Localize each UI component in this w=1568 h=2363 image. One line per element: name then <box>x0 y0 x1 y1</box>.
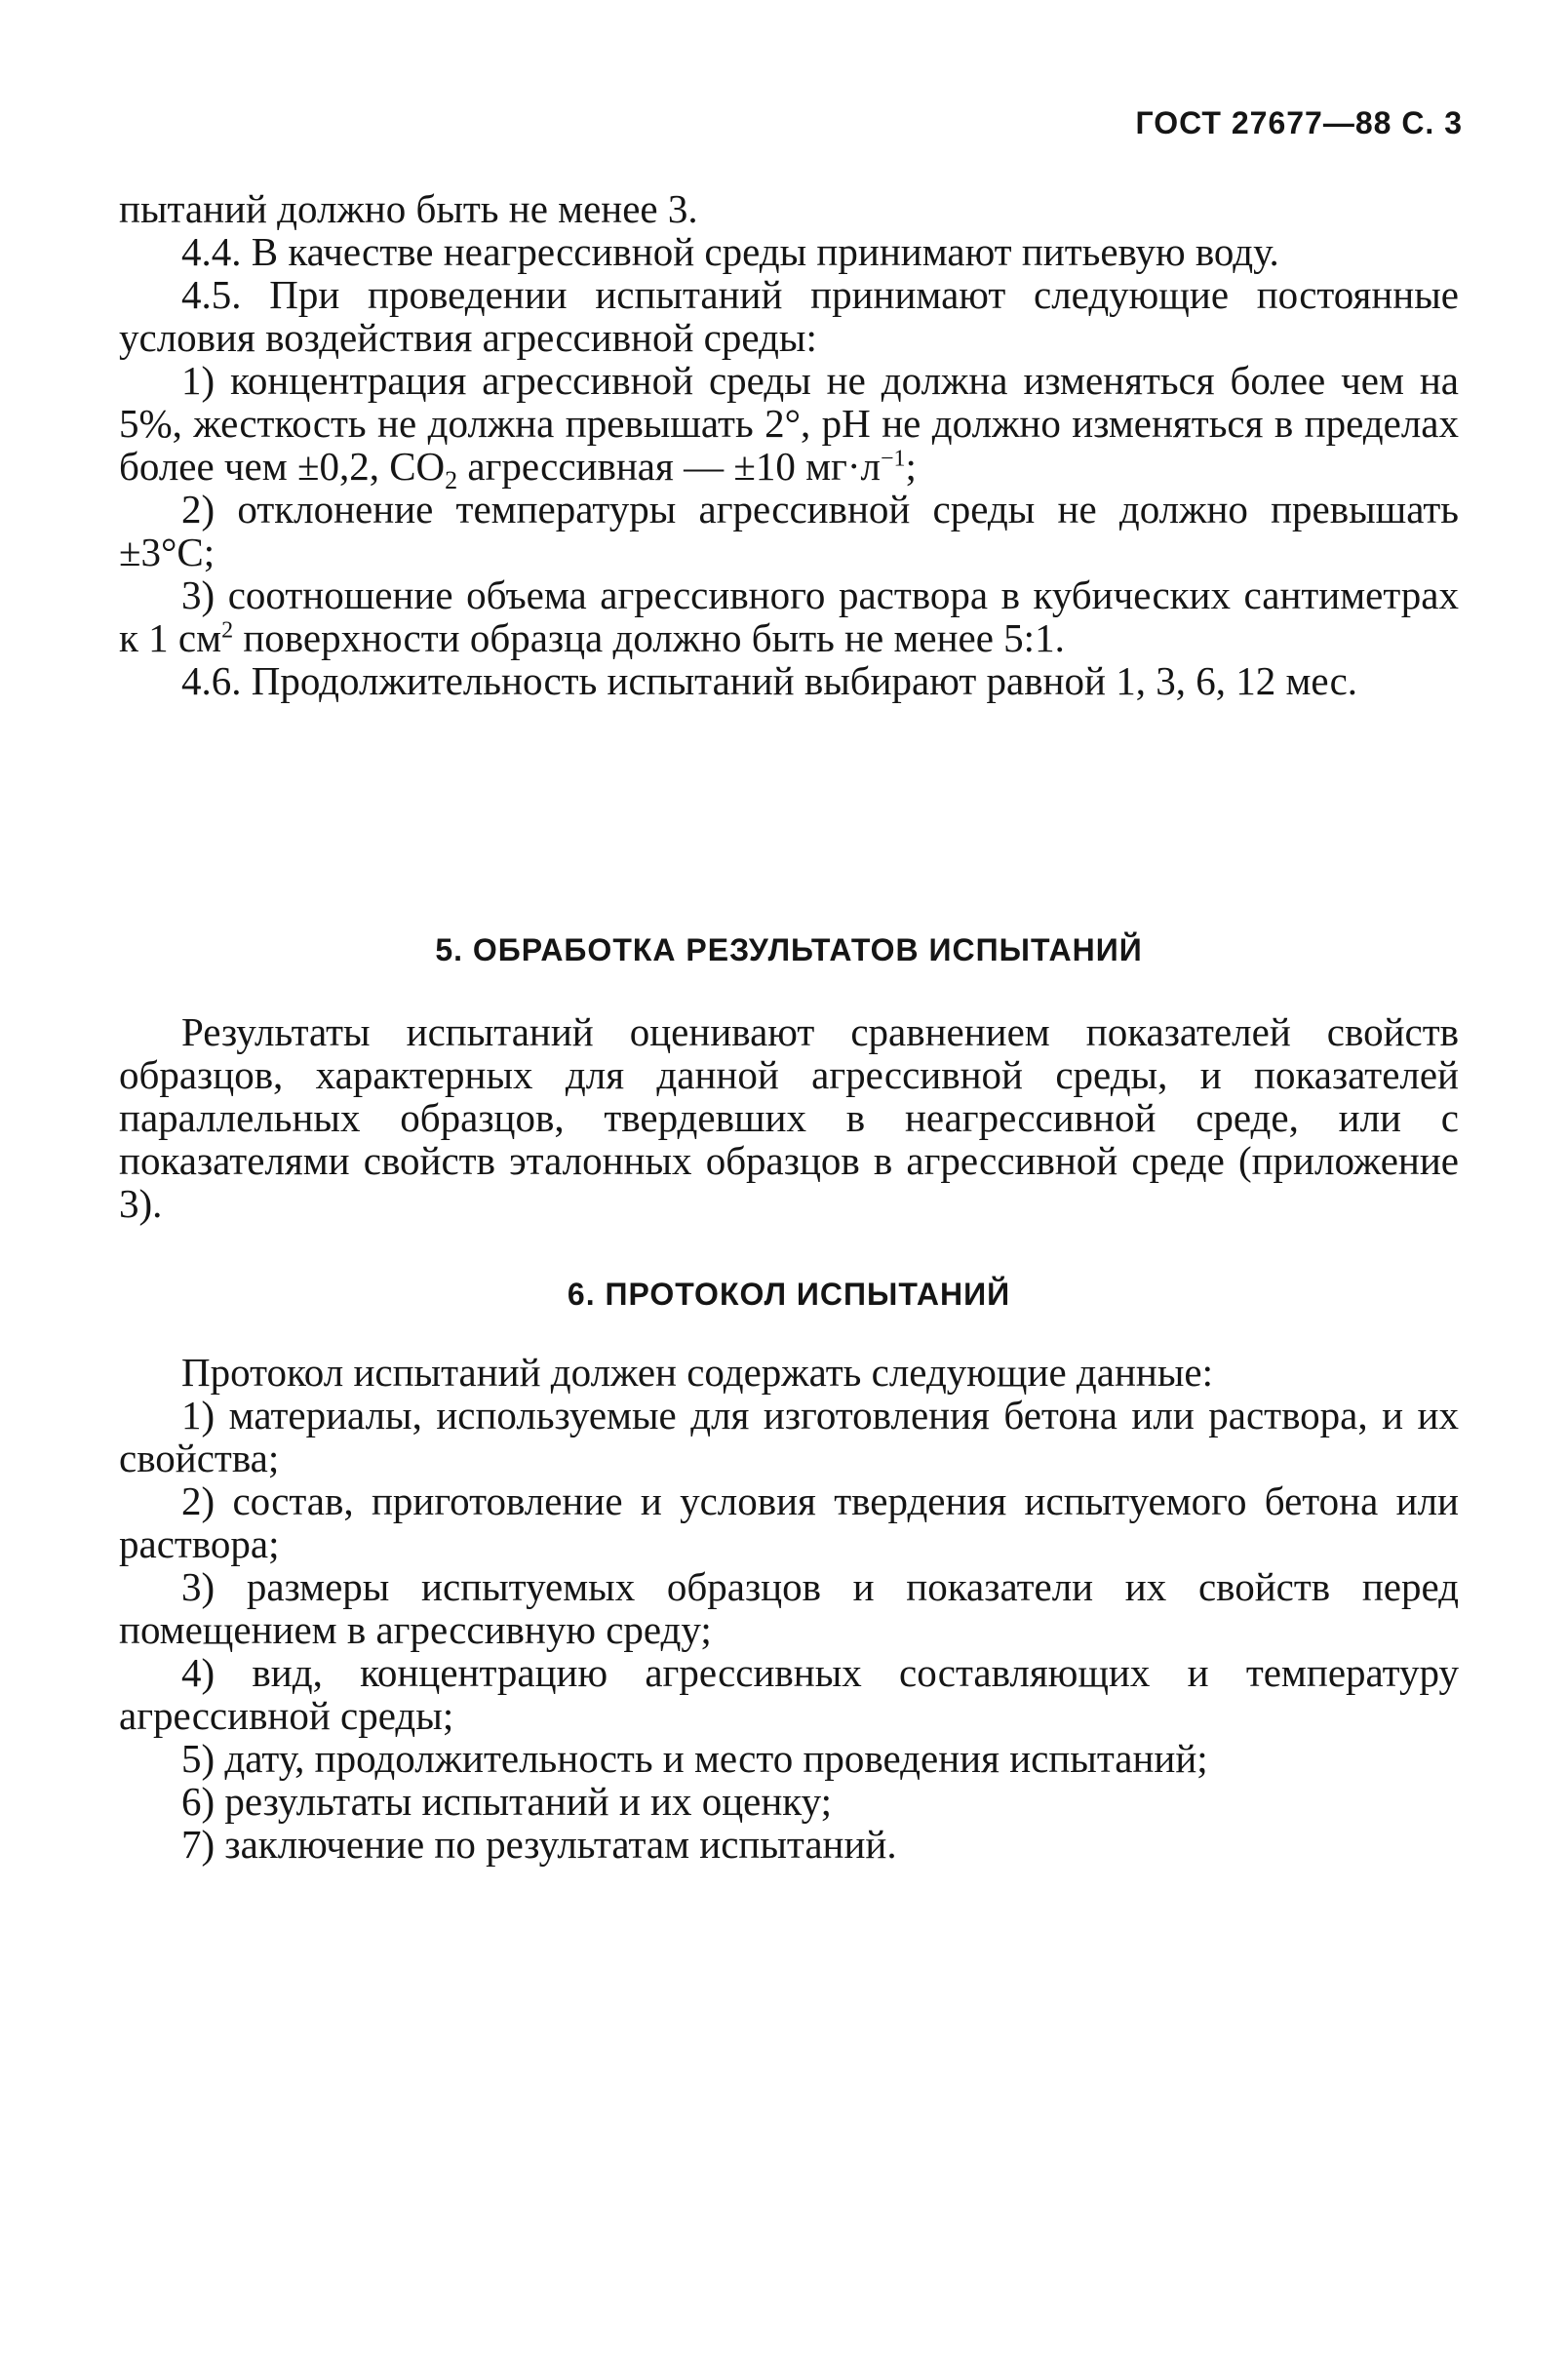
item-1-superscript: −1 <box>880 446 906 472</box>
list-item-3 <box>119 573 1459 659</box>
section-5-heading: 5. ОБРАБОТКА РЕЗУЛЬТАТОВ ИСПЫТАНИЙ <box>435 932 1143 967</box>
paragraph-continuation: пытаний должно быть не менее 3. <box>119 186 698 231</box>
section-5-body <box>119 1010 1459 1225</box>
list-item-2: 2) отклонение температуры агрессивной среды не должно превышать ±3°C; <box>119 487 1459 574</box>
section-6-heading: 6. ПРОТОКОЛ ИСПЫТАНИЙ <box>567 1277 1011 1312</box>
item-1-text-b: агрессивная — ±10 мг·л <box>457 444 881 489</box>
item-3-superscript: 2 <box>221 617 234 644</box>
running-header: ГОСТ 27677—88 С. 3 <box>1135 105 1463 140</box>
protocol-item-1: 1) материалы, используемые для изготовления бетона или раствора, и их свойства; <box>119 1393 1459 1480</box>
item-1-text-c: ; <box>905 444 917 489</box>
item-3-text-a: 3) соотношение объема агрессивного раствора в кубических сантиметрах к 1 см <box>119 572 1459 660</box>
section-4-block <box>119 187 1459 702</box>
protocol-item-4: 4) вид, концентрацию агрессивных составляющих и температуру агрессивной среды; <box>119 1650 1459 1738</box>
protocol-item-7: 7) заключение по результатам испытаний. <box>181 1822 897 1867</box>
protocol-item-3: 3) размеры испытуемых образцов и показатели их свойств перед помещением в агрессивную среду; <box>119 1564 1459 1652</box>
section-6-body <box>119 1351 1459 1866</box>
section-6-intro: Протокол испытаний должен содержать следующие данные: <box>181 1350 1213 1395</box>
section-6-block <box>119 1273 1459 1316</box>
protocol-item-2: 2) состав, приготовление и условия твердения испытуемого бетона или раствора; <box>119 1478 1459 1566</box>
protocol-item-6: 6) результаты испытаний и их оценку; <box>181 1779 832 1824</box>
item-3-text-b: поверхности образца должно быть не менее 5:1. <box>233 615 1065 660</box>
section-5-block <box>119 928 1459 971</box>
paragraph-4-4: 4.4. В качестве неагрессивной среды принимают питьевую воду. <box>181 229 1279 274</box>
paragraph-4-5: 4.5. При проведении испытаний принимают следующие постоянные условия воздействия агрессивной среды: <box>119 272 1459 360</box>
list-item-1 <box>119 358 1459 495</box>
item-1-text-a: 1) концентрация агрессивной среды не должна изменяться более чем на 5%, жесткость не должна превышать 2°, pH не должно изменяться в пределах более чем ±0,2, CO <box>119 358 1459 489</box>
section-5-paragraph: Результаты испытаний оценивают сравнением показателей свойств образцов, характерных для данной агрессивной среды, и показателей параллельных образцов, твердевших в неагрессивной среде, или с показателями свойств эталонных образцов в агрессивной среде (приложение 3). <box>119 1009 1459 1226</box>
paragraph-4-6: 4.6. Продолжительность испытаний выбирают равной 1, 3, 6, 12 мес. <box>181 658 1358 703</box>
item-1-subscript: 2 <box>445 466 458 495</box>
protocol-item-5: 5) дату, продолжительность и место проведения испытаний; <box>181 1736 1208 1781</box>
